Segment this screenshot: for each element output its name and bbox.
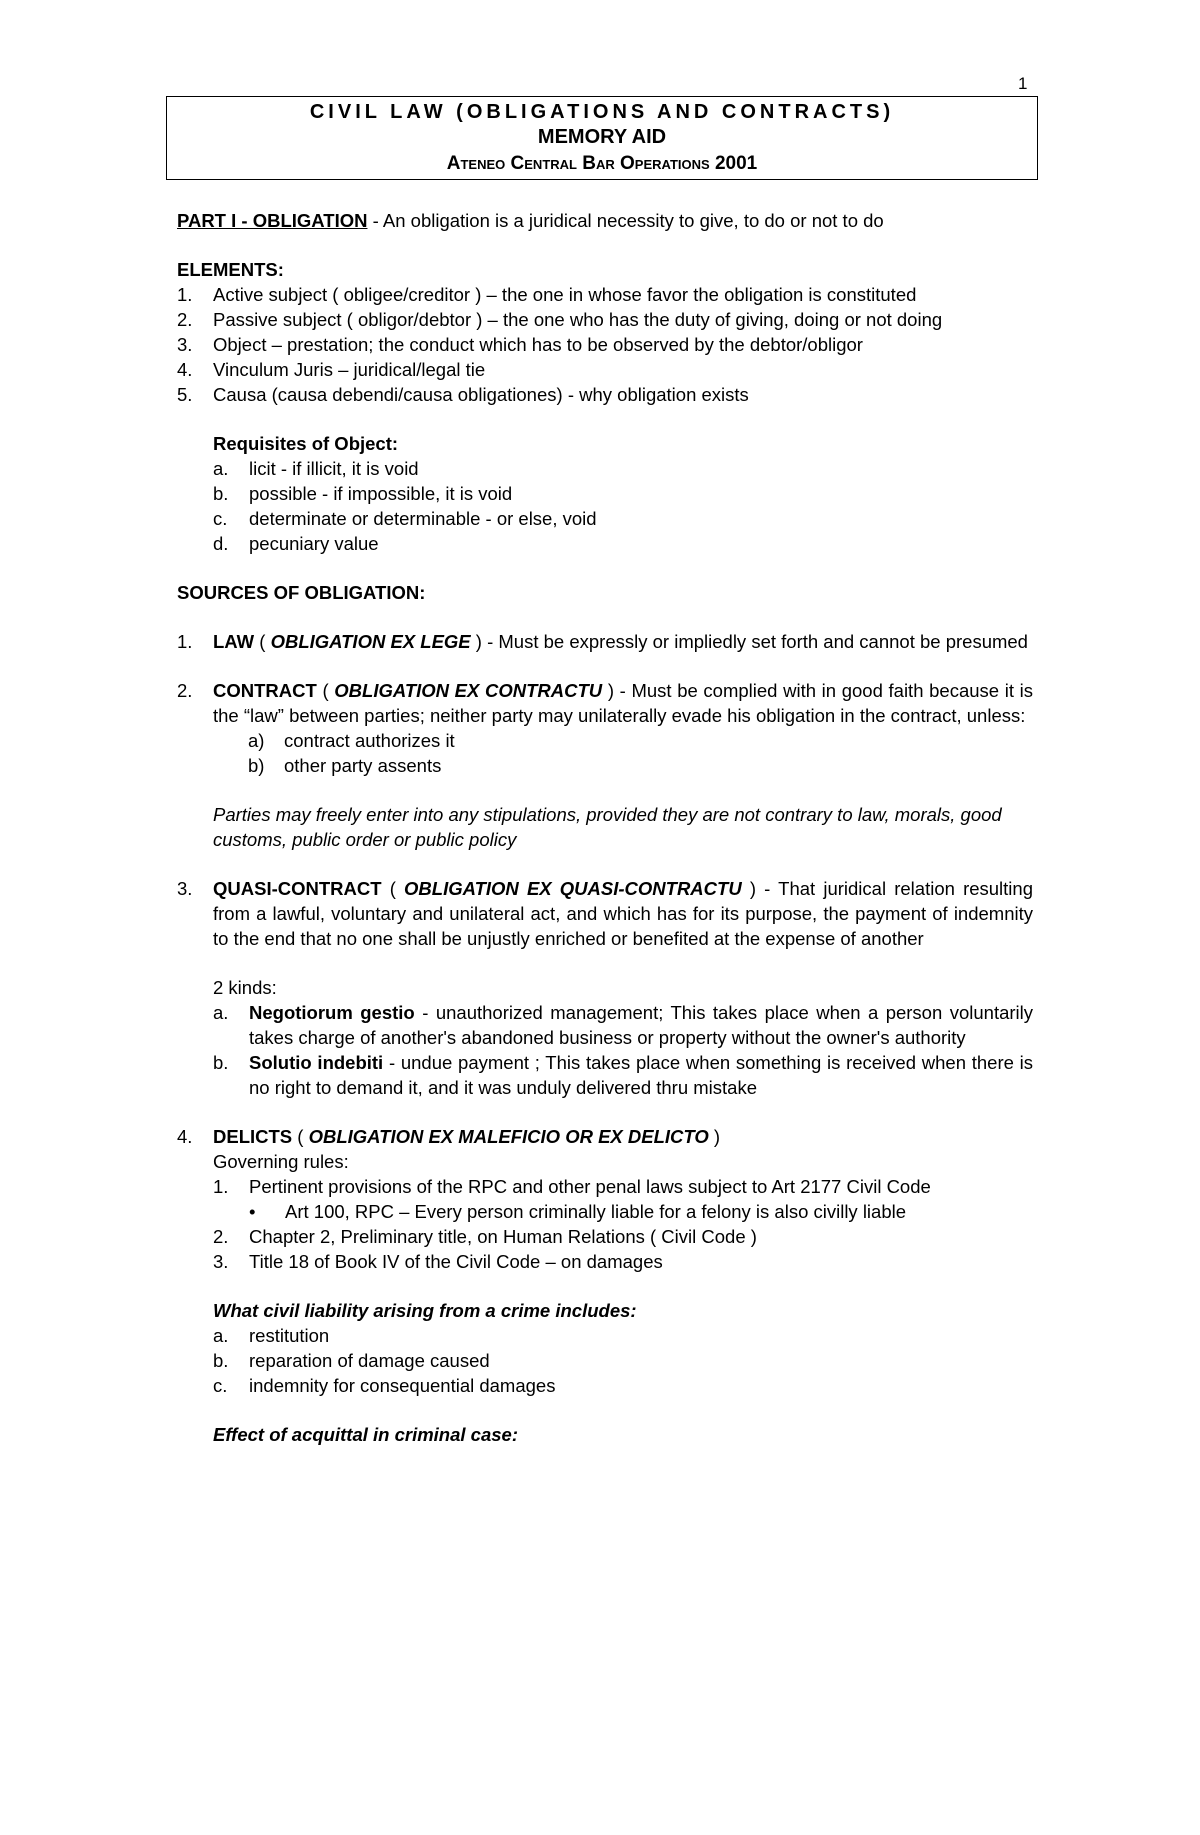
- list-item: 4. Vinculum Juris – juridical/legal tie: [177, 359, 486, 380]
- list-item: d. pecuniary value: [213, 533, 379, 554]
- bullet-icon: •: [249, 1201, 256, 1222]
- list-item: c. determinate or determinable - or else, void: [213, 508, 597, 529]
- part-one-definition: [177, 208, 1033, 233]
- quasi-kinds-label: 2 kinds:: [213, 977, 277, 998]
- source-delicts: 4. DELICTS ( OBLIGATION EX MALEFICIO OR EX DELICTO ): [177, 1126, 721, 1147]
- document-subtitle: MEMORY AID: [537, 126, 667, 148]
- list-item: 2. Chapter 2, Preliminary title, on Human Relations ( Civil Code ): [213, 1226, 757, 1247]
- list-item: c. indemnity for consequential damages: [213, 1375, 556, 1396]
- governing-rules-label: Governing rules:: [213, 1151, 349, 1172]
- document-body: [177, 208, 1033, 1447]
- list-item: • Art 100, RPC – Every person criminally liable for a felony is also civilly liable: [249, 1201, 907, 1222]
- list-item: 1. Pertinent provisions of the RPC and other penal laws subject to Art 2177 Civil Code: [213, 1176, 931, 1197]
- page-number: 1: [1018, 74, 1028, 93]
- source-quasi-contract: 3. QUASI-CONTRACT ( OBLIGATION EX QUASI-CONTRACTU ) - That juridical relation resulting from a lawful, voluntary and unilateral act, and which has for its purpose, the payment of indemnity to the end that no one shall be unjustly enriched or benefited at the expense of another: [177, 878, 1033, 949]
- list-item: a. licit - if illicit, it is void: [213, 458, 419, 479]
- list-item: b. possible - if impossible, it is void: [213, 483, 513, 504]
- list-item: a. Negotiorum gestio - unauthorized management; This takes place when a person voluntarily takes charge of another's abandoned business or property without the owner's authority: [213, 1002, 1033, 1048]
- requisites-heading: Requisites of Object:: [213, 433, 399, 454]
- list-item: 5. Causa (causa debendi/causa obligationes) - why obligation exists: [177, 384, 749, 405]
- requisites-section: [213, 431, 1033, 556]
- list-item: b. Solutio indebiti - undue payment ; This takes place when something is received when there is no right to demand it, and it was unduly delivered thru mistake: [213, 1052, 1034, 1098]
- document-header: [166, 96, 1038, 180]
- part-one-text: - An obligation is a juridical necessity to give, to do or not to do: [367, 210, 884, 231]
- part-one-label: PART I - OBLIGATION: [177, 210, 368, 231]
- elements-heading: ELEMENTS:: [177, 259, 284, 280]
- document-organization: Ateneo Central Bar Operations 2001: [446, 153, 758, 174]
- list-item: 2. Passive subject ( obligor/debtor ) – the one who has the duty of giving, doing or not doing: [177, 309, 943, 330]
- list-item: b. reparation of damage caused: [213, 1350, 490, 1371]
- acquittal-heading: Effect of acquittal in criminal case:: [213, 1424, 518, 1445]
- list-item: a. restitution: [213, 1325, 330, 1346]
- source-law: 1. LAW ( OBLIGATION EX LEGE ) - Must be expressly or impliedly set forth and cannot be presumed: [177, 631, 1028, 652]
- source-contract: 2. CONTRACT ( OBLIGATION EX CONTRACTU ) - Must be complied with in good faith because it is the “law” between parties; neither party may unilaterally evade his obligation in the contract, unless:: [177, 680, 1033, 726]
- list-item: 3. Title 18 of Book IV of the Civil Code – on damages: [213, 1251, 663, 1272]
- civil-liability-heading: What civil liability arising from a crime includes:: [213, 1300, 637, 1321]
- list-item: b) other party assents: [248, 755, 442, 776]
- list-item: a) contract authorizes it: [248, 730, 455, 751]
- contract-conditions: [248, 728, 1033, 778]
- list-item: 3. Object – prestation; the conduct which has to be observed by the debtor/obligor: [177, 334, 863, 355]
- elements-list: [177, 282, 1033, 407]
- quasi-kinds-list: [213, 1000, 1033, 1100]
- delicts-details: [213, 1149, 1033, 1447]
- sources-heading: SOURCES OF OBLIGATION:: [177, 582, 426, 603]
- document-title: CIVIL LAW (OBLIGATIONS AND CONTRACTS): [309, 101, 895, 123]
- list-item: 1. Active subject ( obligee/creditor ) – the one in whose favor the obligation is constituted: [177, 284, 917, 305]
- contract-note: Parties may freely enter into any stipulations, provided they are not contrary to law, morals, good customs, public order or public policy: [213, 804, 1002, 850]
